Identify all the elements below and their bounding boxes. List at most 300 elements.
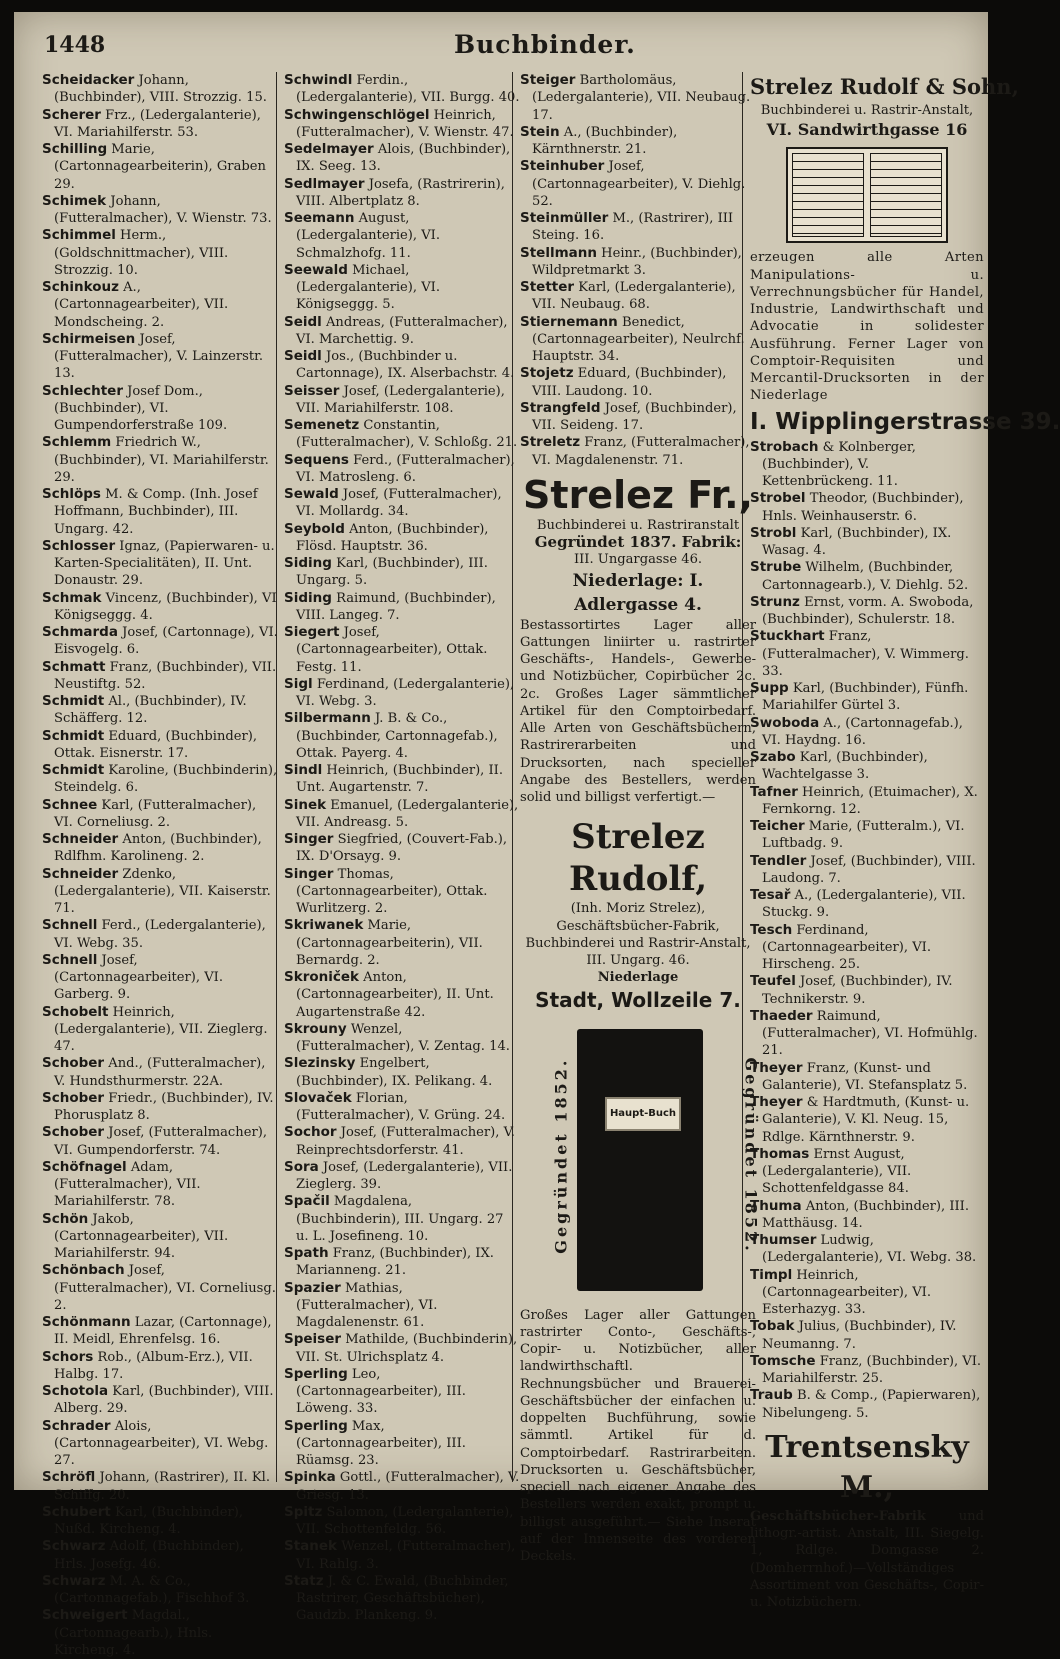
entry-details: Johann, (Buchbinder), VIII. Strozzig. 15. xyxy=(54,73,267,106)
ledger-book-illustration xyxy=(523,1017,761,1307)
directory-entry xyxy=(750,1232,984,1267)
directory-entry xyxy=(42,866,278,918)
entry-name: Schrader xyxy=(42,1417,111,1434)
entry-details: Theodor, (Buchbinder), Hnls. Weinhauserstr. 6. xyxy=(762,491,964,524)
directory-entry xyxy=(750,818,984,853)
directory-entry xyxy=(284,1055,520,1090)
entry-details: Lazar, (Cartonnage), II. Meidl, Ehrenfelsg. 16. xyxy=(54,1315,272,1348)
directory-entry xyxy=(42,1159,278,1211)
directory-entry xyxy=(284,1331,520,1366)
entry-details: Karoline, (Buchbinderin), Steindelg. 6. xyxy=(54,763,278,796)
entry-name: Sewald xyxy=(284,486,339,502)
entry-name: Schwindl xyxy=(284,72,353,88)
entry-name: Schober xyxy=(42,1055,105,1072)
entry-details: Mathilde, (Buchbinderin), VII. St. Ulrichsplatz 4. xyxy=(296,1332,518,1365)
entry-name: Spačil xyxy=(284,1193,330,1210)
entry-details: Max, (Cartonnagearbeiter), III. Rüamsg. 23. xyxy=(296,1418,466,1468)
entry-name: Seidl xyxy=(284,348,322,364)
entry-name: Schlosser xyxy=(42,537,116,554)
entry-name: Supp xyxy=(750,680,789,696)
entry-name: Siding xyxy=(284,589,332,606)
entry-name: Sora xyxy=(284,1158,319,1175)
entry-name: Strobl xyxy=(750,524,797,541)
directory-entry xyxy=(750,525,984,560)
entry-details: Franz, (Kunst- und Galanterie), VI. Stefansplatz 5. xyxy=(762,1060,968,1093)
entry-name: Schimek xyxy=(42,192,107,209)
entry-name: Schnell xyxy=(42,917,98,934)
ad-line: III. Ungargasse 46. xyxy=(573,552,703,568)
directory-entry xyxy=(284,452,520,487)
entry-name: Seidl xyxy=(284,313,322,330)
entry-name: Schmarda xyxy=(42,624,118,640)
entry-details: Marie, (Cartonnagearbeiterin), VII. Bernardg. 2. xyxy=(296,918,483,968)
entry-name: Sperling xyxy=(284,1417,348,1434)
directory-entry xyxy=(42,1349,278,1384)
entry-details: A., (Cartonnagefab.), VI. Haydng. 16. xyxy=(762,715,963,748)
ad-title: Strelez Fr., xyxy=(523,472,753,517)
entry-details: Ludwig, (Ledergalanterie), VI. Webg. 38. xyxy=(762,1233,977,1266)
entry-name: Stiernemann xyxy=(520,313,618,330)
entry-name: Slezinsky xyxy=(284,1055,356,1072)
entry-details: Emanuel, (Ledergalanterie), VII. Andreasg. 5. xyxy=(296,797,519,830)
directory-entry xyxy=(750,628,984,680)
entry-name: Schmatt xyxy=(42,658,106,675)
entry-name: Spitz xyxy=(284,1503,323,1520)
directory-entry xyxy=(284,1538,520,1573)
entry-name: Schweigert xyxy=(42,1607,128,1624)
entry-details: Frz., (Ledergalanterie), VI. Mariahilferstr. 53. xyxy=(54,107,261,140)
entry-name: Schobelt xyxy=(42,1003,109,1020)
entry-name: Tesch xyxy=(750,921,793,938)
directory-entry xyxy=(750,749,984,784)
column-3 xyxy=(520,72,761,1565)
entry-name: Schneider xyxy=(42,865,119,882)
entry-details: Gottl., (Futteralmacher), V. Griesg. 13. xyxy=(296,1470,520,1503)
entry-details: Heinrich, (Buchbinder), II. Unt. Augartenstr. 7. xyxy=(296,763,504,796)
entry-details: Ferd., (Ledergalanterie), VI. Webg. 35. xyxy=(54,918,266,951)
ad-line: VI. Sandwirthgasse 16 xyxy=(766,120,968,140)
entry-details: Anton, (Cartonnagearbeiter), II. Unt. Augartenstraße 42. xyxy=(296,970,494,1020)
entry-details: Karl, (Buchbinder), III. Ungarg. 5. xyxy=(296,556,488,589)
entry-name: Schmidt xyxy=(42,727,105,744)
directory-entry xyxy=(750,1387,984,1422)
directory-entry xyxy=(520,245,756,280)
entry-details: Magdal., (Cartonnagearb.), Hnls. Kircheng. 4. xyxy=(54,1608,213,1658)
directory-entry xyxy=(284,1280,520,1332)
entry-details: Julius, (Buchbinder), IV. Neumanng. 7. xyxy=(762,1319,957,1352)
directory-entry xyxy=(750,784,984,819)
directory-entry xyxy=(520,365,756,400)
directory-entry xyxy=(284,1245,520,1280)
entry-name: Stuckhart xyxy=(750,628,825,645)
directory-entry xyxy=(42,72,278,107)
entry-details: Franz, (Buchbinder), VII. Neustiftg. 52. xyxy=(54,659,277,692)
entry-details: Heinrich, (Etuimacher), X. Fernkorng. 12. xyxy=(762,784,978,817)
directory-entry xyxy=(284,762,520,797)
entry-details: Michael, (Ledergalanterie), VI. Königseggg. 5. xyxy=(296,262,440,313)
entry-details: Josef, (Futteralmacher), V. Reinprechtsdorferstr. 41. xyxy=(296,1125,515,1158)
entry-name: Schors xyxy=(42,1348,94,1365)
directory-entry xyxy=(750,1318,984,1353)
entry-details: Johann, (Futteralmacher), V. Wienstr. 73. xyxy=(54,193,272,226)
ad-line: Gegründet 1837. Fabrik: xyxy=(534,533,742,551)
entry-details: Heinr., (Buchbinder), Wildpretmarkt 3. xyxy=(532,245,742,278)
directory-entry xyxy=(284,866,520,918)
directory-entry xyxy=(42,831,278,866)
entry-name: Schlemm xyxy=(42,434,112,451)
entry-details: Josef, (Buchbinder), IV. Technikerstr. 9. xyxy=(762,974,953,1007)
entry-details: Marie, (Cartonnagearbeiterin), Graben 29. xyxy=(54,142,266,192)
directory-entry xyxy=(520,72,756,124)
directory-entry xyxy=(520,210,756,245)
directory-entry xyxy=(284,1124,520,1159)
directory-entry xyxy=(750,1267,984,1319)
entry-name: Schwarz xyxy=(42,1572,106,1589)
entry-name: Swoboda xyxy=(750,714,820,731)
directory-entry xyxy=(284,1418,520,1470)
entry-name: Schwingenschlögel xyxy=(284,106,430,123)
entry-details: Constantin, (Futteralmacher), V. Schloßg. 21. xyxy=(296,418,518,451)
entry-details: Heinrich, (Cartonnagearbeiter), VI. Esterhazyg. 33. xyxy=(762,1267,932,1317)
ad-trentsensky xyxy=(750,1428,984,1612)
entry-details: A., (Buchbinder), Kärnthnerstr. 21. xyxy=(532,124,678,157)
entry-details: Ferdinand, (Ledergalanterie), VI. Webg. 3. xyxy=(296,676,515,709)
entry-name: Strangfeld xyxy=(520,399,601,416)
directory-entry xyxy=(750,439,984,491)
directory-entry xyxy=(42,227,278,279)
column-4-entries xyxy=(750,439,984,1422)
directory-entry xyxy=(750,922,984,974)
entry-details: Andreas, (Futteralmacher), VI. Marchettig. 9. xyxy=(296,314,508,347)
entry-name: Stojetz xyxy=(520,365,574,382)
entry-name: Schlöps xyxy=(42,486,101,502)
founded-vertical-left: Gegründet 1852. xyxy=(551,1057,571,1254)
directory-entry xyxy=(750,1094,984,1146)
ad-line: (Inh. Moriz Strelez), Geschäftsbücher-Fabrik, Buchbinderei und Rastrir-Anstalt, III. Ungarg. 46. xyxy=(525,901,751,968)
entry-name: Timpl xyxy=(750,1266,793,1283)
entry-details: Karl, (Buchbinder), Nußd. Kircheng. 4. xyxy=(54,1504,244,1537)
column-2 xyxy=(284,72,520,1625)
entry-name: Stein xyxy=(520,123,560,140)
ad-line: Buchbinderei u. Rastriranstalt xyxy=(536,517,740,533)
entry-details: Karl, (Buchbinder), VIII. Alberg. 29. xyxy=(54,1384,274,1417)
directory-entry xyxy=(42,952,278,1004)
entry-name: Teicher xyxy=(750,818,805,834)
entry-name: Skrouny xyxy=(284,1020,347,1037)
entry-name: Schwarz xyxy=(42,1538,106,1555)
entry-details: Bartholomäus, (Ledergalanterie), VII. Neubaug. 17. xyxy=(532,73,751,123)
entry-details: Josef, (Futteralmacher), VI. Gumpendorferstr. 74. xyxy=(54,1125,267,1158)
entry-details: Ernst, vorm. A. Swoboda, (Buchbinder), Schulerstr. 18. xyxy=(762,594,974,627)
entry-details: Josef, (Futteralmacher), VI. Mollardg. 34. xyxy=(296,487,502,520)
entry-name: Steinhuber xyxy=(520,158,605,175)
ad-body: Bestassortirtes Lager aller Gattungen liniirter u. rastrirter Geschäfts-, Handels-, Gewerbe- und Notizbücher, Copirbücher 2c. 2c. Großes Lager sämmtlicher Artikel für den Comptoirbedarf. Alle Arten von Geschäftsbüchern, Rastrirerarbeiten und Drucksorten, nach specieller Angabe des Bestellers, werden solid und billigst verfertigt.— xyxy=(520,617,756,805)
directory-entry xyxy=(520,158,756,210)
ad-title: Strelez Rudolf & Sohn, xyxy=(750,74,1019,99)
ad-title: Trentsensky M., xyxy=(765,1429,969,1505)
entry-name: Scherer xyxy=(42,106,101,123)
entry-details: Heinrich, (Ledergalanterie), VII. Zieglerg. 47. xyxy=(54,1004,268,1054)
entry-name: Schnee xyxy=(42,796,98,813)
entry-name: Theyer xyxy=(750,1094,803,1110)
directory-entry xyxy=(42,624,278,659)
entry-name: Speiser xyxy=(284,1331,342,1348)
entry-name: Schönmann xyxy=(42,1314,131,1330)
entry-name: Seemann xyxy=(284,210,355,226)
directory-entry xyxy=(42,141,278,193)
entry-name: Singer xyxy=(284,831,334,847)
entry-name: Szabo xyxy=(750,749,796,765)
open-ledger-icon xyxy=(786,147,948,243)
entry-name: Spath xyxy=(284,1245,329,1261)
entry-details: M. & Comp. (Inh. Josef Hoffmann, Buchbinder), III. Ungarg. 42. xyxy=(54,487,258,537)
directory-entry xyxy=(42,1469,278,1504)
directory-entry xyxy=(284,210,520,262)
directory-entry xyxy=(284,1504,520,1539)
directory-entry xyxy=(284,176,520,211)
entry-name: Siegert xyxy=(284,624,340,640)
ad-body: und lithogr.-artist. Anstalt, III. Siegelg. 1, Rdlge. Domgasse 2. (Domherrnhof.)—Vollständiges Assortiment von Geschäfts-, Copir- u. Notizbüchern. xyxy=(750,1508,984,1610)
entry-details: Franz, (Futteralmacher), VI. Magdalenenstr. 71. xyxy=(532,435,750,468)
entry-details: Ferd., (Futteralmacher), VI. Matrosleng. 6. xyxy=(296,452,515,485)
directory-entry xyxy=(284,1193,520,1245)
entry-details: Josef, (Ledergalanterie), VII. Mariahilferstr. 108. xyxy=(296,383,505,416)
entry-details: Karl, (Buchbinder), Fünfh. Mariahilfer Gürtel 3. xyxy=(762,681,969,714)
entry-details: Friedrich W., (Buchbinder), VI. Mariahilferstr. 29. xyxy=(54,435,269,485)
entry-details: Adolf, (Buchbinder), Hrls. Josefg. 46. xyxy=(54,1539,244,1572)
entry-name: Semenetz xyxy=(284,417,360,433)
ad-footer: I. Wipplingerstrasse 39. xyxy=(750,408,1060,435)
entry-details: Ferdin., (Ledergalanterie), VII. Burgg. 40. xyxy=(296,73,520,106)
entry-details: Josef Dom., (Buchbinder), VI. Gumpendorferstraße 109. xyxy=(54,383,228,433)
entry-name: Thumser xyxy=(750,1232,817,1248)
directory-entry xyxy=(284,107,520,142)
directory-entry xyxy=(284,831,520,866)
entry-name: Schirmeisen xyxy=(42,330,136,347)
entry-name: Skriwanek xyxy=(284,917,364,934)
directory-entry xyxy=(284,590,520,625)
entry-details: Anton, (Buchbinder), III. Matthäusg. 14. xyxy=(762,1198,969,1231)
entry-name: Seewald xyxy=(284,261,348,278)
entry-name: Thomas xyxy=(750,1145,810,1162)
entry-details: And., (Futteralmacher), V. Hundsthurmerstr. 22A. xyxy=(54,1056,266,1089)
entry-name: Tesař xyxy=(750,887,791,903)
directory-entry xyxy=(284,1090,520,1125)
entry-details: Franz, (Buchbinder), VI. Mariahilferstr. 25. xyxy=(762,1353,982,1386)
entry-details: Salomon, (Ledergalanterie), VII. Schottenfeldg. 56. xyxy=(296,1504,514,1537)
entry-name: Strobach xyxy=(750,438,819,455)
entry-details: & Kolnberger, (Buchbinder), V. Kettenbrückeng. 11. xyxy=(762,439,916,489)
directory-entry xyxy=(42,383,278,435)
directory-entry xyxy=(42,1314,278,1349)
directory-entry xyxy=(42,1573,278,1608)
entry-name: Sindl xyxy=(284,762,323,778)
directory-entry xyxy=(42,590,278,625)
directory-entry xyxy=(42,1055,278,1090)
entry-details: Herm., (Goldschnittmacher), VIII. Strozzig. 10. xyxy=(54,228,229,278)
column-1 xyxy=(42,72,278,1659)
entry-name: Schneider xyxy=(42,831,119,847)
entry-details: Marie, (Futteralm.), VI. Luftbadg. 9. xyxy=(762,819,965,852)
directory-entry xyxy=(284,1021,520,1056)
entry-name: Tendler xyxy=(750,852,807,869)
directory-entry xyxy=(520,434,756,469)
entry-name: Tomsche xyxy=(750,1352,816,1369)
entry-details: Franz, (Futteralmacher), V. Wimmerg. 33. xyxy=(762,629,969,679)
directory-entry xyxy=(284,710,520,762)
entry-name: Schlechter xyxy=(42,382,123,399)
entry-name: Slovaček xyxy=(284,1089,352,1106)
entry-name: Sochor xyxy=(284,1124,337,1141)
entry-details: Jakob, (Cartonnagearbeiter), VII. Mariahilferstr. 94. xyxy=(54,1211,229,1261)
entry-details: Anton, (Buchbinder), Flösd. Hauptstr. 36. xyxy=(296,521,489,554)
entry-details: Ferdinand, (Cartonnagearbeiter), VI. Hirscheng. 25. xyxy=(762,922,932,972)
directory-entry xyxy=(42,1211,278,1263)
entry-name: Schmak xyxy=(42,589,102,606)
entry-name: Strube xyxy=(750,559,802,576)
entry-name: Seybold xyxy=(284,520,345,537)
entry-name: Stanek xyxy=(284,1538,338,1555)
entry-details: Anton, (Buchbinder), Rdlfhm. Karolineng. 2. xyxy=(54,832,262,865)
entry-name: Spazier xyxy=(284,1279,341,1296)
directory-entry xyxy=(42,1607,278,1659)
entry-details: Thomas, (Cartonnagearbeiter), Ottak. Wurlitzerg. 2. xyxy=(296,866,488,916)
directory-entry xyxy=(284,676,520,711)
directory-entry xyxy=(42,762,278,797)
entry-details: August, (Ledergalanterie), VI. Schmalzhofg. 11. xyxy=(296,211,440,261)
entry-name: Sequens xyxy=(284,451,349,468)
entry-details: Josef, (Futteralmacher), VI. Corneliusg. 2. xyxy=(54,1263,276,1313)
entry-details: Josef, (Cartonnagearbeiter), VI. Garberg. 9. xyxy=(54,952,224,1003)
entry-name: Traub xyxy=(750,1387,793,1404)
entry-details: J. & C. Ewald, (Buchbinder, Rastrirer, Geschäftsbücher), Gaudzb. Plankeng. 9. xyxy=(296,1573,509,1624)
directory-entry xyxy=(520,124,756,159)
entry-details: Benedict, (Cartonnagearbeiter), Neulrchf. Hauptstr. 34. xyxy=(532,314,745,364)
entry-details: Florian, (Futteralmacher), V. Grüng. 24. xyxy=(296,1090,506,1123)
directory-entry xyxy=(750,1060,984,1095)
directory-entry xyxy=(750,973,984,1008)
entry-details: Franz, (Buchbinder), IX. Marianneng. 21. xyxy=(296,1246,494,1279)
directory-entry xyxy=(42,538,278,590)
ad-strelez-fr xyxy=(520,473,756,807)
directory-entry xyxy=(284,969,520,1021)
directory-entry xyxy=(284,486,520,521)
directory-entry xyxy=(42,659,278,694)
entry-name: Spinka xyxy=(284,1469,336,1486)
entry-details: Ernst August, (Ledergalanterie), VII. Schottenfeldgasse 84. xyxy=(762,1146,912,1197)
entry-name: Schober xyxy=(42,1124,105,1141)
entry-name: Schmidt xyxy=(42,693,105,709)
entry-details: Karl, (Buchbinder), Wachtelgasse 3. xyxy=(762,750,928,783)
directory-entry xyxy=(284,624,520,676)
entry-details: Karl, (Futteralmacher), VI. Corneliusg. 2. xyxy=(54,797,257,830)
entry-name: Schober xyxy=(42,1089,105,1106)
directory-entry xyxy=(750,1353,984,1388)
entry-name: Skroniček xyxy=(284,969,360,985)
directory-entry xyxy=(42,486,278,538)
book-icon xyxy=(577,1029,703,1291)
entry-name: Schubert xyxy=(42,1503,111,1520)
entry-name: Stellmann xyxy=(520,244,597,261)
directory-entry xyxy=(42,193,278,228)
running-head: Buchbinder. xyxy=(454,30,636,59)
ad-line: Stadt, Wollzeile 7. xyxy=(535,987,741,1012)
entry-details: & Hardtmuth, (Kunst- u. Galanterie), V. Kl. Neug. 15, Rdlge. Kärnthnerstr. 9. xyxy=(762,1095,970,1145)
entry-name: Schnell xyxy=(42,951,98,968)
directory-entry xyxy=(750,490,984,525)
directory-entry xyxy=(284,1573,520,1625)
entry-name: Theyer xyxy=(750,1059,803,1076)
directory-entry xyxy=(750,680,984,715)
ad-strelez-rudolf xyxy=(520,816,761,1565)
entry-details: Karl, (Ledergalanterie), VII. Neubaug. 68. xyxy=(532,280,736,313)
ad-strelez-sohn xyxy=(750,72,1060,439)
entry-details: Alois, (Cartonnagearbeiter), VI. Webg. 27. xyxy=(54,1418,269,1468)
ad-body: Großes Lager aller Gattungen rastrirter Conto-, Geschäfts-, Copir- u. Notizbücher, aller landwirthschaftl. Rechnungsbücher und Brauerei-Geschäftsbücher der einfachen u. doppelten Buchführung, sowie sämmtl. Artikel für d. Comptoirbedarf. Rastrirarbeiten. Drucksorten u. Geschäftsbücher, speciell nach eigener Angabe des Bestellers werden exakt, prompt u. billigst ausgeführt.— Siehe Inserat auf der Innenseite des vorderen Deckels. xyxy=(520,1307,756,1564)
directory-entry xyxy=(42,1383,278,1418)
entry-details: M., (Rastrirer), III Steing. 16. xyxy=(532,211,734,244)
entry-name: Steiger xyxy=(520,72,576,88)
ad-bold: Geschäftsbücher-Fabrik xyxy=(750,1508,926,1524)
directory-entry xyxy=(284,383,520,418)
entry-details: Jos., (Buchbinder u. Cartonnage), IX. Alserbachstr. 4. xyxy=(296,349,515,382)
entry-name: Scheidacker xyxy=(42,72,135,88)
directory-entry xyxy=(284,1469,520,1504)
entry-details: Eduard, (Buchbinder), Ottak. Eisnerstr. 17. xyxy=(54,728,258,761)
directory-entry xyxy=(284,314,520,349)
entry-name: Thuma xyxy=(750,1197,802,1214)
entry-details: Wilhelm, (Buchbinder, Cartonnagearb.), V. Diehlg. 52. xyxy=(762,560,969,593)
entry-details: Ignaz, (Papierwaren- u. Karten-Specialitäten), II. Unt. Donaustr. 29. xyxy=(54,538,275,589)
directory-entry xyxy=(42,797,278,832)
entry-details: Magdalena, (Buchbinderin), III. Ungarg. 27 u. L. Josefineng. 10. xyxy=(296,1194,504,1244)
entry-details: Josef, (Ledergalanterie), VII. Zieglerg. 39. xyxy=(296,1159,513,1192)
entry-name: Siding xyxy=(284,555,332,571)
ad-line: Niederlage: I. Adlergasse 4. xyxy=(572,570,704,615)
directory-entry xyxy=(750,887,984,922)
directory-entry xyxy=(750,715,984,750)
entry-details: A., (Ledergalanterie), VII. Stuckg. 9. xyxy=(762,888,966,921)
entry-details: Leo, (Cartonnagearbeiter), III. Löweng. 33. xyxy=(296,1366,466,1417)
entry-details: Zdenko, (Ledergalanterie), VII. Kaiserstr. 71. xyxy=(54,866,271,916)
ad-body: erzeugen alle Arten Manipulations- u. Verrechnungsbücher für Handel, Industrie, Landwirthschaft und Advocatie in solidester Ausführung. Ferner Lager von Comptoir-Requisiten und Mercantil-Drucksorten in der Niederlage xyxy=(750,250,984,404)
column-3-entries xyxy=(520,72,756,469)
directory-entry xyxy=(42,1124,278,1159)
page-header xyxy=(14,12,988,62)
entry-details: Mathias, (Futteralmacher), VI. Magdalenenstr. 61. xyxy=(296,1280,438,1330)
directory-entry xyxy=(750,1008,984,1060)
directory-entry xyxy=(284,417,520,452)
directory-entry xyxy=(520,400,756,435)
directory-entry xyxy=(284,141,520,176)
directory-entry xyxy=(42,1262,278,1314)
entry-name: Seisser xyxy=(284,382,340,399)
entry-name: Teufel xyxy=(750,973,796,990)
entry-details: Eduard, (Buchbinder), VIII. Laudong. 10. xyxy=(532,366,727,399)
entry-details: Josefa, (Rastrirerin), VIII. Albertplatz 8. xyxy=(296,176,505,209)
entry-name: Tafner xyxy=(750,783,798,800)
entry-name: Singer xyxy=(284,865,334,882)
entry-details: Karl, (Buchbinder), IX. Wasag. 4. xyxy=(762,525,952,558)
entry-details: Friedr., (Buchbinder), IV. Phorusplatz 8. xyxy=(54,1090,274,1123)
directory-entry xyxy=(42,1004,278,1056)
entry-name: Sedlmayer xyxy=(284,175,365,192)
entry-name: Statz xyxy=(284,1572,324,1589)
directory-entry xyxy=(520,314,756,366)
entry-name: Tobak xyxy=(750,1318,795,1335)
ad-title: Strelez Rudolf, xyxy=(568,817,708,900)
directory-entry xyxy=(750,853,984,888)
